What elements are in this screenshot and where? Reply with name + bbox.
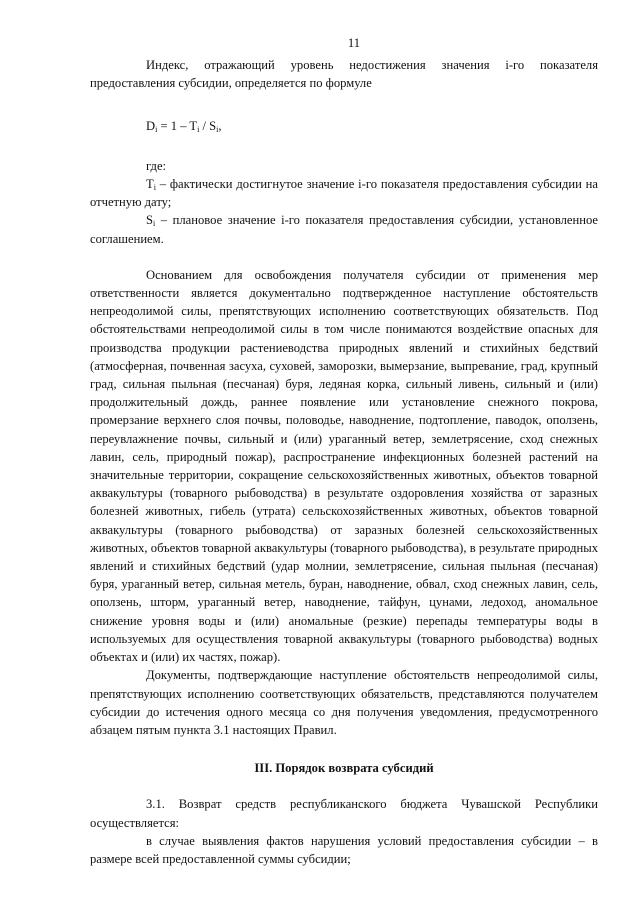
section-heading: III. Порядок возврата субсидий bbox=[254, 761, 434, 776]
documents-paragraph: Документы, подтверждающие наступление обстоятельств непреодолимой силы, препятствующих исполнению соответствующих обязательств, представляются получателем субсидии до истечения одного месяца со дня получения уведомления, предусмотренного абзацем пятым пункта 3.1 настоящих Правил. bbox=[90, 668, 598, 737]
definition-t: $T_i$ – фактически достигнутое значение i-го показателя предоставления субсидии на отчетную дату; bbox=[90, 177, 598, 210]
force-majeure-paragraph: Основанием для освобождения получателя субсидии от применения мер ответственности является документально подтвержденное наступление обстоятельств непреодолимой силы, препятствующих исполнению соответствующих обязательств. Под обстоятельствами непреодолимой силы в том числе понимаются воздействие опасных для производства продукции растениеводства природных явлений и стихийных бедствий (атмосферная, почвенная засуха, суховей, заморозки, вымерзание, выпревание, град, крупный град, сильная пыльная (песчаная) буря, ледяная корка, сильный ливень, сильный и (или) продолжительный дождь, раннее появление или установление снежного покрова, промерзание верхнего слоя почвы, половодье, наводнение, подтопление, паводок, оползень, переувлажнение почвы, сильный и (или) ураганный ветер, землетрясение, сход снежных лавин, сель, природный пожар), распространение инфекционных болезней растений на значительные территории, сокращение сельскохозяйственных животных, объектов товарной аквакультуры (товарного рыбоводства) в результате оздоровления хозяйства от заразных болезней животных, гибель (утрата) сельскохозяйственных животных, объектов товарной аквакультуры (товарного рыбоводства) от заразных болезней сельскохозяйственных животных, объектов товарной аквакультуры (товарного рыбоводства), в результате природных явлений и стихийных бедствий (удар молнии, землетрясение, сильная пыльная (песчаная) буря, ураганный ветер, сильная метель, буран, наводнение, обвал, сход снежных лавин, сель, оползень, шторм, ураганный ветер, наводнение, тайфун, цунами, ледоход, аномальное снижение уровня воды и (или) аномальные (резкие) перепады температуры воды в используемых для осуществления товарной аквакультуры (товарного рыбоводства) водных объектах и (или) их частях, пожар). bbox=[90, 267, 598, 665]
formula: $D_i = 1 - T_i / S_i$, bbox=[146, 118, 222, 134]
violation-paragraph: в случае выявления фактов нарушения условий предоставления субсидии – в размере всей предоставленной суммы субсидии; bbox=[90, 833, 598, 866]
where-label: где: bbox=[146, 158, 167, 173]
definition-s: $S_i$ – плановое значение i-го показателя предоставления субсидии, установленное соглашением. bbox=[90, 213, 598, 246]
paragraph-3-1: 3.1. Возврат средств республиканского бюджета Чувашской Республики осуществляется: bbox=[90, 797, 598, 830]
document-page bbox=[90, 34, 598, 868]
page-number: 11 bbox=[347, 36, 361, 50]
intro-paragraph: Индекс, отражающий уровень недостижения значения i-го показателя предоставления субсидии, определяется по формуле bbox=[90, 58, 598, 91]
